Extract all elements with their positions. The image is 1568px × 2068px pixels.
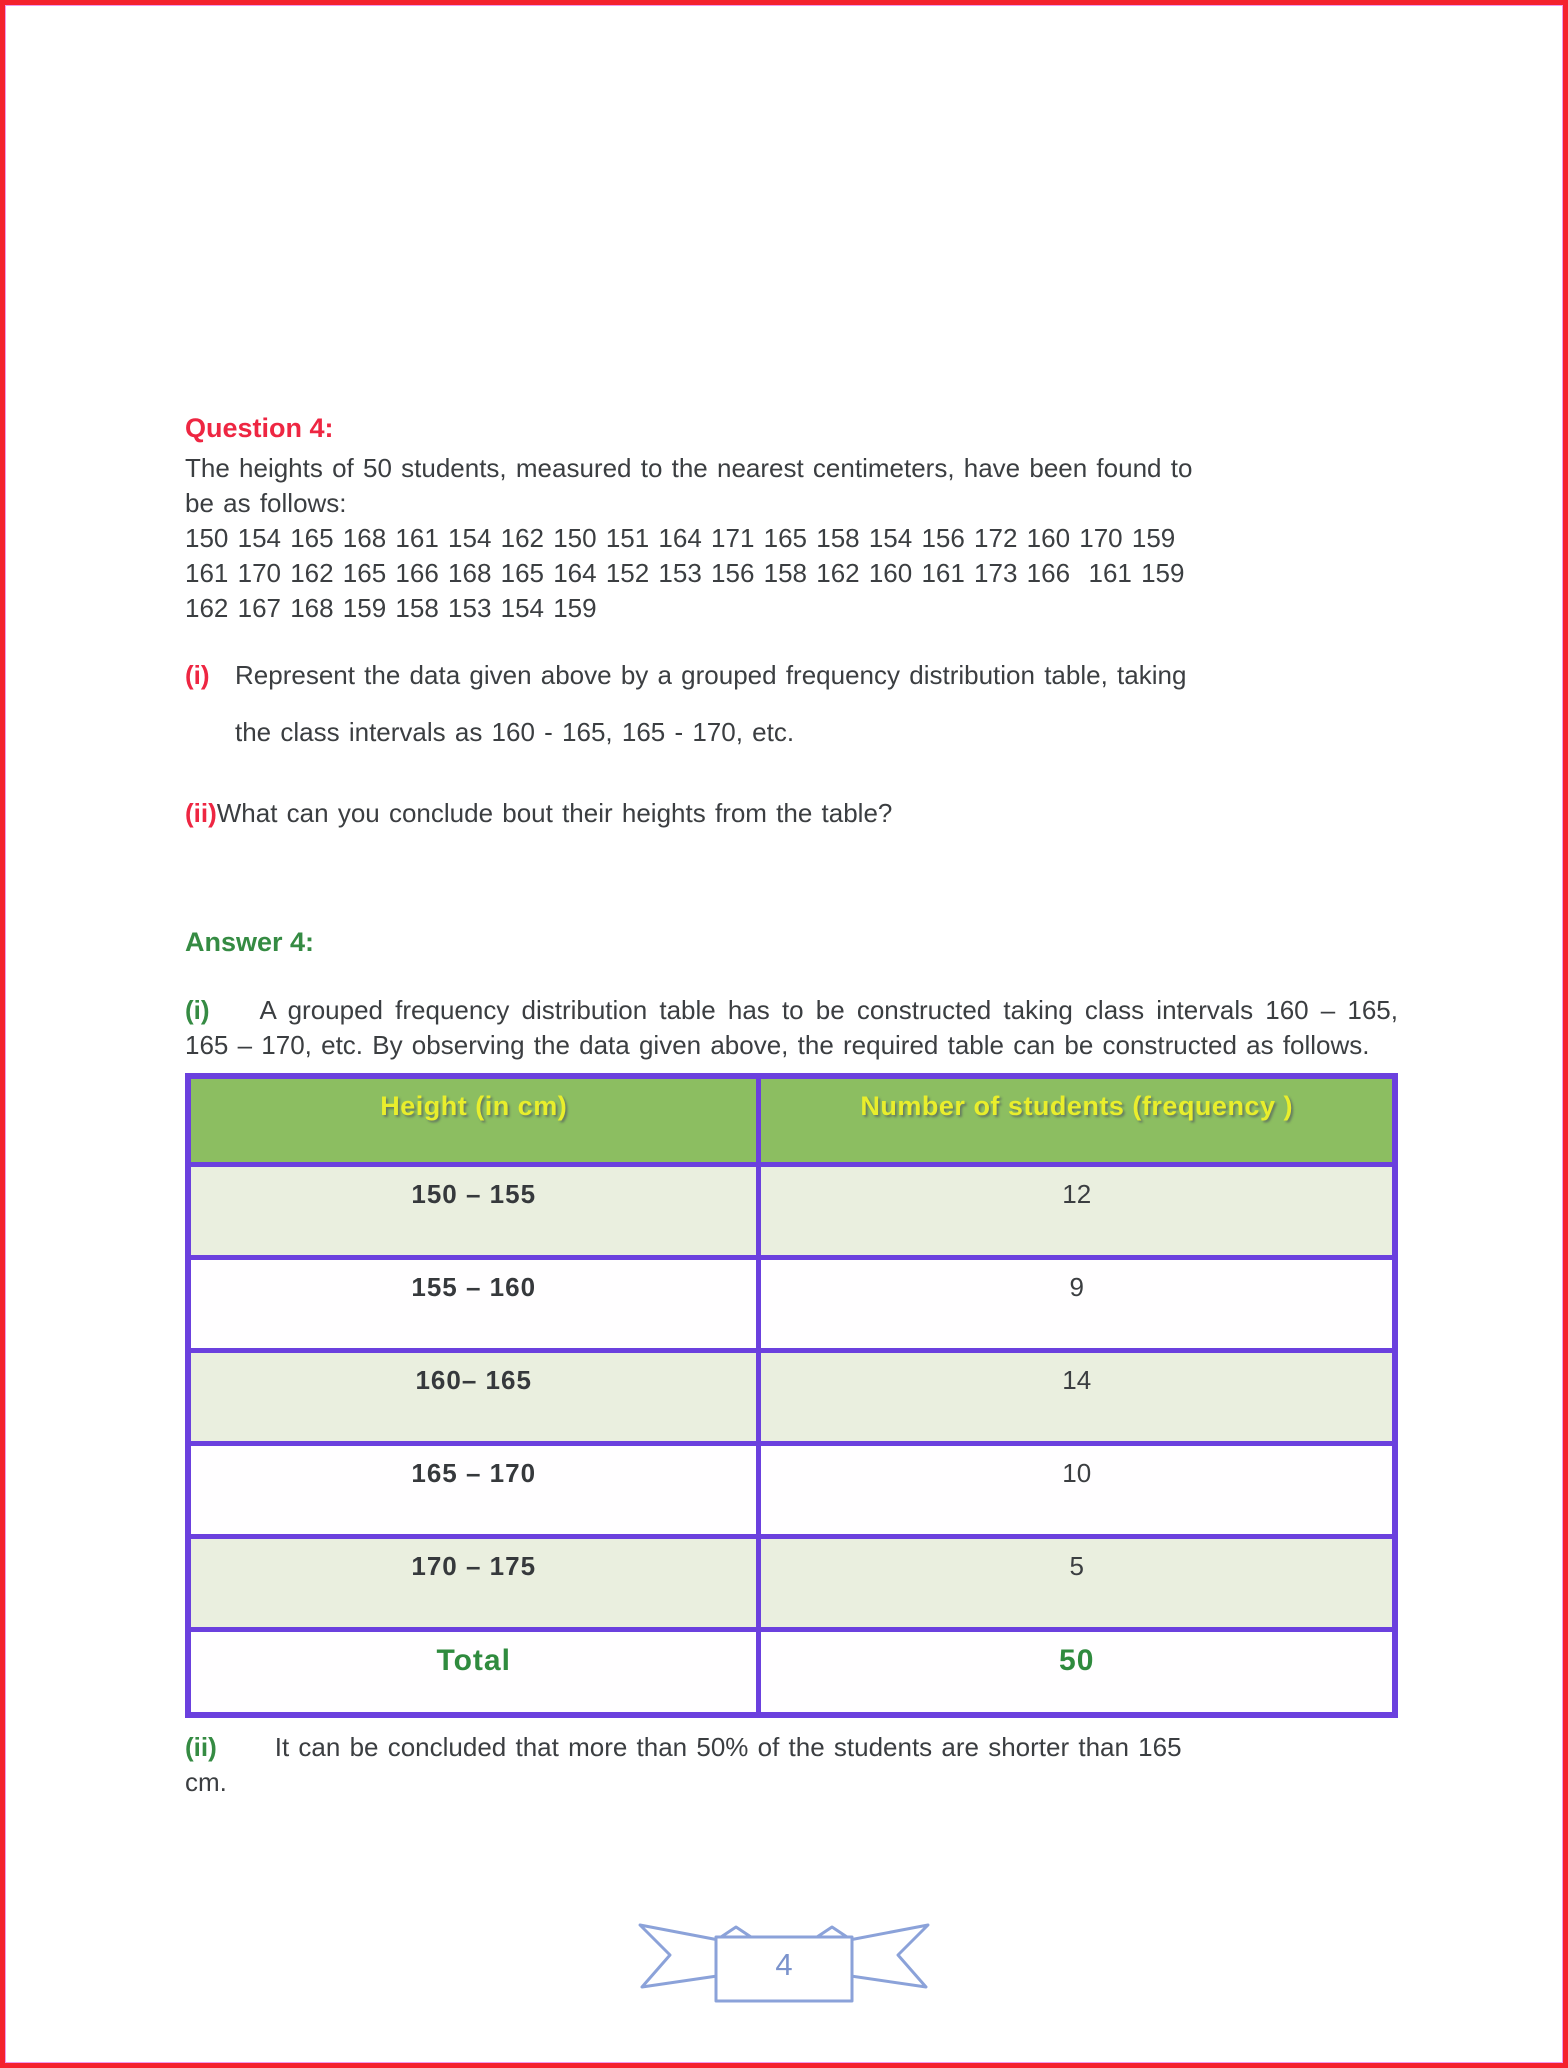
frequency-cell: 9 (759, 1257, 1395, 1350)
question-part-i-line: the class intervals as 160 - 165, 165 - 170, etc. (235, 717, 795, 747)
page-content (5, 5, 1563, 1800)
frequency-cell: 12 (759, 1164, 1395, 1257)
answer-part-i-text: A grouped frequency distribution table has to be constructed taking class intervals 160 – 165, 165 – 170, etc. By observing the data given above, the required table can be constructed as follows. (185, 995, 1398, 1060)
height-data-line: 162 167 168 159 158 153 154 159 (185, 593, 597, 623)
question-part-i-line: Represent the data given above by a grouped frequency distribution table, taking (235, 660, 1187, 690)
answer-part-i-marker: (i) (185, 995, 210, 1025)
interval-cell: 165 – 170 (188, 1443, 759, 1536)
interval-cell: 170 – 175 (188, 1536, 759, 1629)
interval-cell: 155 – 160 (188, 1257, 759, 1350)
answer-part-ii-text: cm. (185, 1767, 227, 1797)
question-part-i-marker: (i) (185, 660, 210, 690)
frequency-table (185, 1073, 1398, 1718)
table-row (188, 1536, 1395, 1629)
table-total-row (188, 1629, 1395, 1715)
table-row (188, 1350, 1395, 1443)
interval-cell: 150 – 155 (188, 1164, 759, 1257)
answer-heading: Answer 4: (185, 927, 315, 957)
question-intro-line: be as follows: (185, 488, 347, 518)
question-intro (185, 451, 1398, 521)
col-header-height: Height (in cm) (188, 1076, 759, 1164)
interval-cell: 160– 165 (188, 1350, 759, 1443)
frequency-cell: 10 (759, 1443, 1395, 1536)
page-number: 4 (775, 1947, 793, 1982)
height-data-line: 161 170 162 165 166 168 165 164 152 153 156 158 162 160 161 173 166 161 159 (185, 558, 1185, 588)
answer-part-ii-marker: (ii) (185, 1732, 217, 1762)
question-part-ii (185, 796, 1398, 831)
table-header-row (188, 1076, 1395, 1164)
question-intro-line: The heights of 50 students, measured to the nearest centimeters, have been found to (185, 453, 1193, 483)
frequency-cell: 14 (759, 1350, 1395, 1443)
question-part-ii-text: What can you conclude bout their heights from the table? (216, 798, 893, 828)
table-row (188, 1443, 1395, 1536)
answer-part-i (185, 993, 1398, 1063)
height-data-line: 150 154 165 168 161 154 162 150 151 164 171 165 158 154 156 172 160 170 159 (185, 523, 1176, 553)
answer-part-ii (185, 1730, 1398, 1800)
total-value-cell: 50 (759, 1629, 1395, 1715)
table-row (188, 1257, 1395, 1350)
height-data-list (185, 521, 1398, 626)
answer-part-ii-text: It can be concluded that more than 50% of the students are shorter than 165 (274, 1732, 1182, 1762)
total-label-cell: Total (188, 1629, 759, 1715)
table-row (188, 1164, 1395, 1257)
col-header-frequency: Number of students (frequency ) (759, 1076, 1395, 1164)
question-heading: Question 4: (185, 413, 334, 443)
question-part-i (185, 658, 1398, 750)
frequency-cell: 5 (759, 1536, 1395, 1629)
question-part-ii-marker: (ii) (185, 798, 217, 828)
page-number-banner (634, 1921, 934, 2009)
